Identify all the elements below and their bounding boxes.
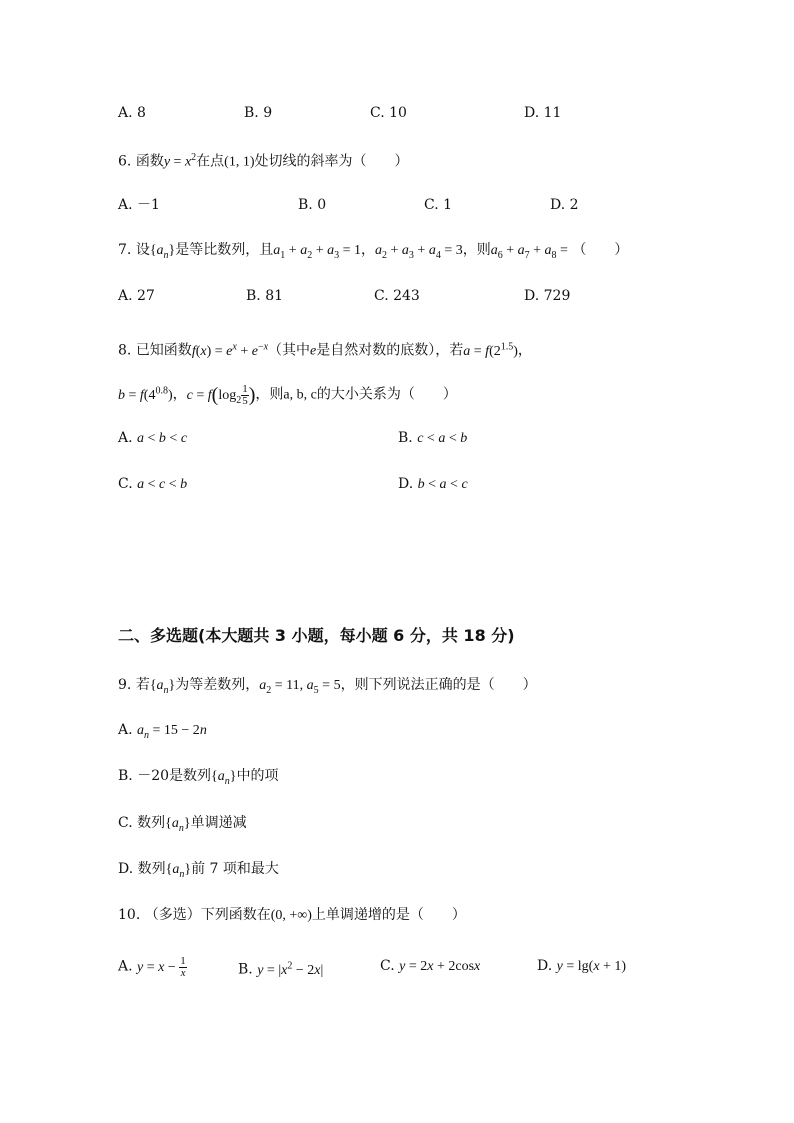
q8-text-4: ，则 xyxy=(255,386,284,403)
q10-text-1: （多选）下列函数在 xyxy=(144,907,271,923)
q9-text-3: ，则下列说法正确的是（ ） xyxy=(340,677,537,693)
q10-option-c-label: C. xyxy=(380,958,395,974)
q6-text-3: 处切线的斜率为（ ） xyxy=(254,153,409,170)
q8-text-5: 的大小关系为（ ） xyxy=(316,386,457,403)
q7-equation-2: $a_2 + a_3 + a_4 = 3$ xyxy=(375,243,463,261)
q9-number: 9. xyxy=(118,677,132,693)
q6-function-formula: y xyxy=(163,154,171,170)
q8-comma-2: ， xyxy=(172,386,187,403)
q10-option-a: A. y = x − $\frac{1}{x}$ xyxy=(118,955,186,979)
q7-option-d: D. 729 xyxy=(524,288,571,304)
q7-eq2-rhs: = 3 xyxy=(444,243,463,258)
q10-option-d-label: D. xyxy=(537,958,553,974)
q9-option-a-label: A. xyxy=(118,722,133,738)
q8-a-definition: $a = f(2^{1.5})$ xyxy=(463,341,518,359)
q10-stem xyxy=(118,905,466,926)
q6-stem: 6. 函数$y = x^2$在点(1, 1)处切线的斜率为（ ） xyxy=(118,152,409,170)
q7-comma: ， xyxy=(361,242,375,258)
q8-e: e xyxy=(310,343,317,359)
q8-option-a: A. a < b < c xyxy=(118,430,188,446)
q7-option-a: A. 27 xyxy=(118,288,155,304)
q8-comma-1: ， xyxy=(517,342,532,359)
q8-option-c-label: C. xyxy=(118,476,133,492)
q9-option-c-text-2: 单调递减 xyxy=(190,815,247,831)
q9-text-1: 若 xyxy=(135,677,150,693)
q9-option-c-text-1: C. 数列 xyxy=(118,815,166,831)
q8-variables: a, b, c xyxy=(283,387,317,403)
q9-option-b-text-2: 中的项 xyxy=(236,768,279,784)
q9-option-b-text-1: B. －20是数列 xyxy=(118,768,212,784)
q6-option-b: B. 0 xyxy=(298,197,327,213)
q7-stem xyxy=(118,240,628,266)
q6-point: (1, 1) xyxy=(224,154,255,170)
q10-text-2: 上单调递增的是（ ） xyxy=(311,907,466,923)
q9-option-d-text-2: 前 7 项和最大 xyxy=(191,861,279,877)
q10-number: 10. xyxy=(118,907,141,923)
q9-option-d-text-1: D. 数列 xyxy=(118,861,166,877)
q7-text-1: 设 xyxy=(135,242,150,258)
q9-option-d: D. 数列$\{a_n\}$前 7 项和最大 xyxy=(118,861,279,880)
q8-text-2: （其中 xyxy=(268,342,311,359)
q6-option-c: C. 1 xyxy=(424,197,453,213)
q7-paren: （ ） xyxy=(572,242,629,258)
q7-text-3: ，则 xyxy=(462,242,491,258)
q7-eq1-rhs: = 1 xyxy=(342,243,361,258)
q5-option-a: A. 8 xyxy=(118,105,146,121)
q8-option-d: D. b < a < c xyxy=(398,476,468,492)
section-heading-multiple-choice: 二、多选题(本大题共 3 小题，每小题 6 分，共 18 分) xyxy=(118,626,515,645)
q9-option-b: B. －20是数列$\{a_n\}$中的项 xyxy=(118,768,279,787)
q6-option-a: A. －1 xyxy=(118,197,160,213)
q5-option-d: D. 11 xyxy=(524,105,562,121)
q10-option-c: C. y = 2x + 2cosx xyxy=(380,958,481,974)
q8-stem-line-2 xyxy=(118,381,457,410)
q7-equation-1: $a_1 + a_2 + a_3 = 1$ xyxy=(273,243,361,261)
q7-number: 7. xyxy=(118,242,132,258)
q9-option-a: A. $a_n = 15 - 2n$ xyxy=(118,722,207,741)
q8-option-d-label: D. xyxy=(398,476,414,492)
q9-option-c: C. 数列$\{a_n\}$单调递减 xyxy=(118,815,247,834)
q6-number: 6. xyxy=(118,153,132,170)
q10-option-b: B. $y = |x^2 - 2x|$ xyxy=(238,960,324,978)
q8-number: 8. xyxy=(118,342,132,359)
q10-option-d: D. y = lg(x + 1) xyxy=(537,958,627,974)
q5-option-b: B. 9 xyxy=(244,105,273,121)
q8-c-definition: $c = f(\log_2$ $\frac{1}{5}$ ) xyxy=(186,382,256,407)
q8-text-1: 已知函数 xyxy=(135,342,192,359)
q10-option-b-label: B. xyxy=(238,961,253,978)
q9-stem xyxy=(118,675,537,701)
q9-sequence: $\{a_n\}$ xyxy=(149,678,176,696)
q8-function-definition: $f(x) = e^x + e^{-x}$ xyxy=(191,341,269,359)
q10-interval: (0, +∞) xyxy=(270,908,312,923)
q7-sequence: $\{a_n\}$ xyxy=(149,243,176,261)
q10-option-a-label: A. xyxy=(118,958,133,975)
q7-equals: = xyxy=(560,243,568,258)
q5-option-c: C. 10 xyxy=(370,105,407,121)
q6-text-2: 在点 xyxy=(196,153,225,170)
q9-conditions: $a_2 = 11$, $a_5 = 5$ xyxy=(259,678,341,696)
q7-text-2: 是等比数列，且 xyxy=(175,242,274,258)
q8-b-definition: $b = f(4^{0.8})$ xyxy=(118,385,173,403)
q8-option-b-label: B. xyxy=(398,430,413,446)
q7-option-c: C. 243 xyxy=(374,288,420,304)
q8-stem-line-1 xyxy=(118,337,532,362)
q8-option-b: B. c < a < b xyxy=(398,430,468,446)
q6-option-d: D. 2 xyxy=(550,197,579,213)
q6-text-1: 函数 xyxy=(135,153,164,170)
q8-option-c: C. a < c < b xyxy=(118,476,188,492)
q7-option-b: B. 81 xyxy=(246,288,284,304)
q8-text-3: 是自然对数的底数），若 xyxy=(316,342,464,359)
q8-option-a-label: A. xyxy=(118,430,133,446)
q7-target-sum: $a_6 + a_7 + a_8$ = xyxy=(490,243,568,261)
q9-text-2: 为等差数列， xyxy=(175,677,260,693)
